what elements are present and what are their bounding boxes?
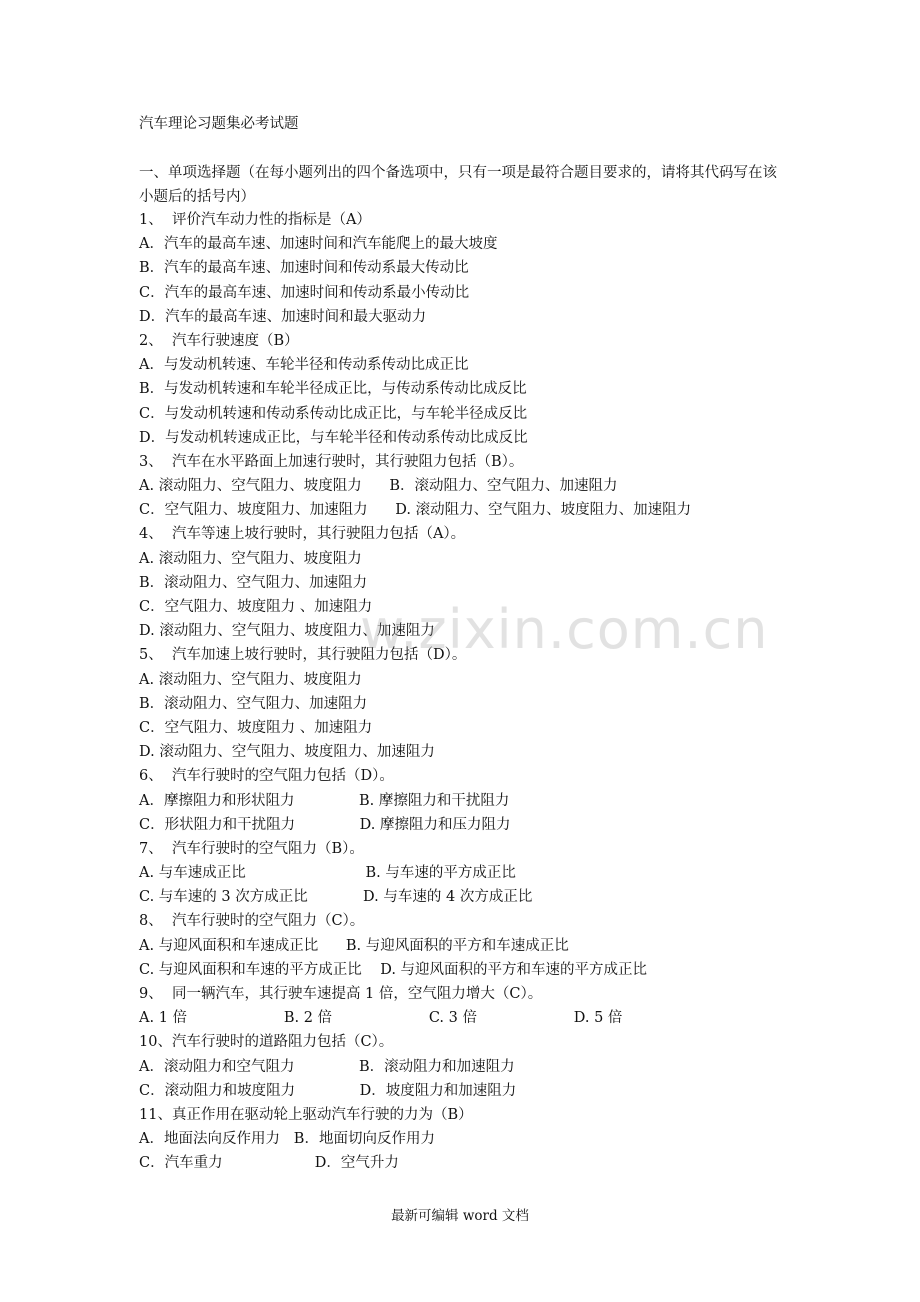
question-line: 9、 同一辆汽车，其行驶车速提高 1 倍，空气阻力增大（C）。: [139, 986, 543, 1002]
section-intro: 一、单项选择题（在每小题列出的四个备选项中，只有一项是最符合题目要求的，请将其代码写在该小题后的括号内）: [139, 165, 777, 205]
question-line: A. 滚动阻力、空气阻力、坡度阻力: [139, 550, 362, 567]
question-line: C．与发动机转速和传动系传动比成正比，与车轮半径成反比: [139, 405, 528, 422]
question-line: A. 1 倍 B. 2 倍 C. 3 倍 D. 5 倍: [139, 1010, 623, 1027]
question-line: D．汽车的最高车速、加速时间和最大驱动力: [139, 308, 427, 325]
question-line: 3、 汽车在水平路面上加速行驶时，其行驶阻力包括（B）。: [139, 453, 524, 470]
question-line: C. 与迎风面积和车速的平方成正比 D. 与迎风面积的平方和车速的平方成正比: [139, 961, 648, 978]
question-line: 6、 汽车行驶时的空气阻力包括（D）。: [139, 768, 394, 785]
question-line: C．汽车的最高车速、加速时间和传动系最小传动比: [139, 284, 470, 301]
question-line: B．与发动机转速和车轮半径成正比，与传动系传动比成反比: [139, 381, 527, 398]
question-line: A. 与车速成正比 B. 与车速的平方成正比: [139, 865, 516, 882]
question-line: B．汽车的最高车速、加速时间和传动系最大传动比: [139, 260, 469, 277]
question-line: 1、 评价汽车动力性的指标是（A）: [139, 212, 371, 228]
watermark: w.zixin.com.cn: [360, 598, 769, 661]
question-line: 8、 汽车行驶时的空气阻力（C）。: [139, 913, 365, 930]
question-line: A．汽车的最高车速、加速时间和汽车能爬上的最大坡度: [139, 236, 498, 253]
question-line: 11、真正作用在驱动轮上驱动汽车行驶的力为（B）: [139, 1106, 473, 1123]
question-line: D. 滚动阻力、空气阻力、坡度阻力、加速阻力: [139, 744, 435, 761]
question-line: 2、 汽车行驶速度（B）: [139, 332, 299, 349]
question-line: 4、 汽车等速上坡行驶时，其行驶阻力包括（A）。: [139, 526, 466, 543]
question-line: A. 滚动阻力、空气阻力、坡度阻力 B．滚动阻力、空气阻力、加速阻力: [139, 478, 618, 495]
question-line: A．地面法向反作用力 B．地面切向反作用力: [139, 1131, 435, 1148]
question-line: A．滚动阻力和空气阻力 B．滚动阻力和加速阻力: [139, 1058, 515, 1075]
question-line: D．与发动机转速成正比，与车轮半径和传动系传动比成反比: [139, 429, 528, 446]
question-line: C．形状阻力和干扰阻力 D. 摩擦阻力和压力阻力: [139, 816, 511, 833]
question-line: A．与发动机转速、车轮半径和传动系传动比成正比: [139, 357, 469, 374]
question-line: C．空气阻力、坡度阻力、加速阻力 D. 滚动阻力、空气阻力、坡度阻力、加速阻力: [139, 502, 692, 519]
question-line: B．滚动阻力、空气阻力、加速阻力: [139, 574, 368, 591]
page-footer: 最新可编辑 word 文档: [391, 1208, 529, 1224]
question-list: [139, 208, 819, 1176]
question-line: C．空气阻力、坡度阻力 、加速阻力: [139, 599, 373, 615]
question-line: 10、汽车行驶时的道路阻力包括（C）。: [139, 1034, 394, 1051]
question-line: 5、 汽车加速上坡行驶时，其行驶阻力包括（D）。: [139, 647, 467, 664]
document-title: 汽车理论习题集必考试题: [139, 116, 299, 132]
question-line: C．汽车重力 D．空气升力: [139, 1155, 399, 1172]
question-line: C．滚动阻力和坡度阻力 D．坡度阻力和加速阻力: [139, 1082, 517, 1099]
question-line: D. 滚动阻力、空气阻力、坡度阻力、加速阻力: [139, 623, 435, 640]
question-line: C. 与车速的 3 次方成正比 D. 与车速的 4 次方成正比: [139, 889, 533, 906]
question-line: B．滚动阻力、空气阻力、加速阻力: [139, 695, 368, 712]
question-line: A. 滚动阻力、空气阻力、坡度阻力: [139, 671, 362, 688]
question-line: A．摩擦阻力和形状阻力 B. 摩擦阻力和干扰阻力: [139, 792, 510, 809]
question-line: A. 与迎风面积和车速成正比 B. 与迎风面积的平方和车速成正比: [139, 937, 569, 954]
question-line: C．空气阻力、坡度阻力 、加速阻力: [139, 719, 373, 736]
question-line: 7、 汽车行驶时的空气阻力（B）。: [139, 840, 364, 857]
